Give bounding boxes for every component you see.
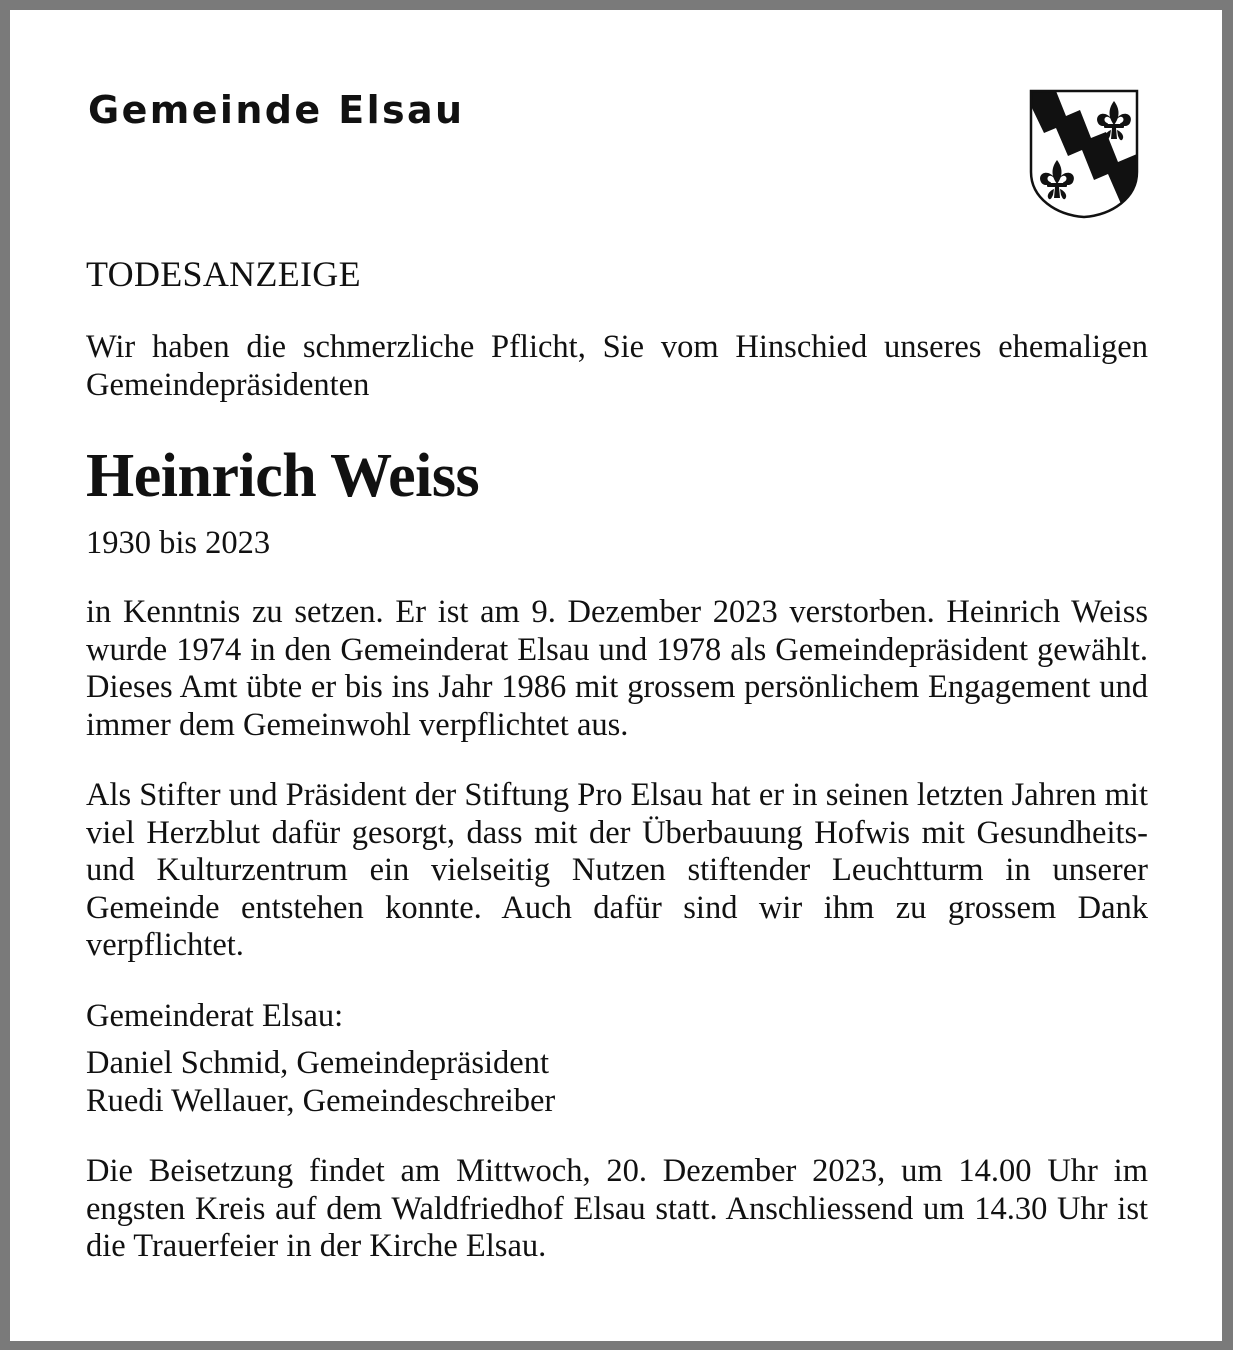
biography-paragraph: in Kenntnis zu setzen. Er ist am 9. Dezember 2023 verstorben. Heinrich Weiss wurde 1974 in den Gemeinderat Elsau und 1978 als Gemeindepräsident gewählt. Dieses Amt übte er bis ins Jahr 1986 mit grossem persönlichem Engagement und immer dem Gemeinwohl verpflichtet aus. [86,594,1148,743]
notice-body [86,254,1148,1266]
deceased-name: Heinrich Weiss [86,442,480,511]
municipality-title: Gemeinde Elsau [88,88,465,132]
intro-paragraph: Wir haben die schmerzliche Pflicht, Sie vom Hinschied unseres ehemaligen Gemeindepräsidenten [86,329,1148,403]
foundation-paragraph: Als Stifter und Präsident der Stiftung Pro Elsau hat er in seinen letzten Jahren mit viel Herzblut dafür gesorgt, dass mit der Überbauung Hofwis mit Gesundheits- und Kulturzentrum ein vielseitig Nutzen stiftender Leuchtturm in unserer Gemeinde entstehen konnte. Auch dafür sind wir ihm zu grossem Dank verpflichtet. [86,777,1148,964]
signer-president: Daniel Schmid, Gemeindepräsident [86,1045,549,1082]
coat-of-arms-icon [1028,88,1140,220]
funeral-paragraph: Die Beisetzung findet am Mittwoch, 20. Dezember 2023, um 14.00 Uhr im engsten Kreis auf dem Waldfriedhof Elsau statt. Anschliessend um 14.30 Uhr ist die Trauerfeier in der Kirche Elsau. [86,1153,1148,1265]
notice-type-heading: TODESANZEIGE [86,254,361,294]
signer-clerk: Ruedi Wellauer, Gemeindeschreiber [86,1082,556,1119]
signers-list [86,1045,1148,1120]
life-years: 1930 bis 2023 [86,524,271,561]
notice-page [10,10,1222,1341]
council-label: Gemeinderat Elsau: [86,997,344,1034]
